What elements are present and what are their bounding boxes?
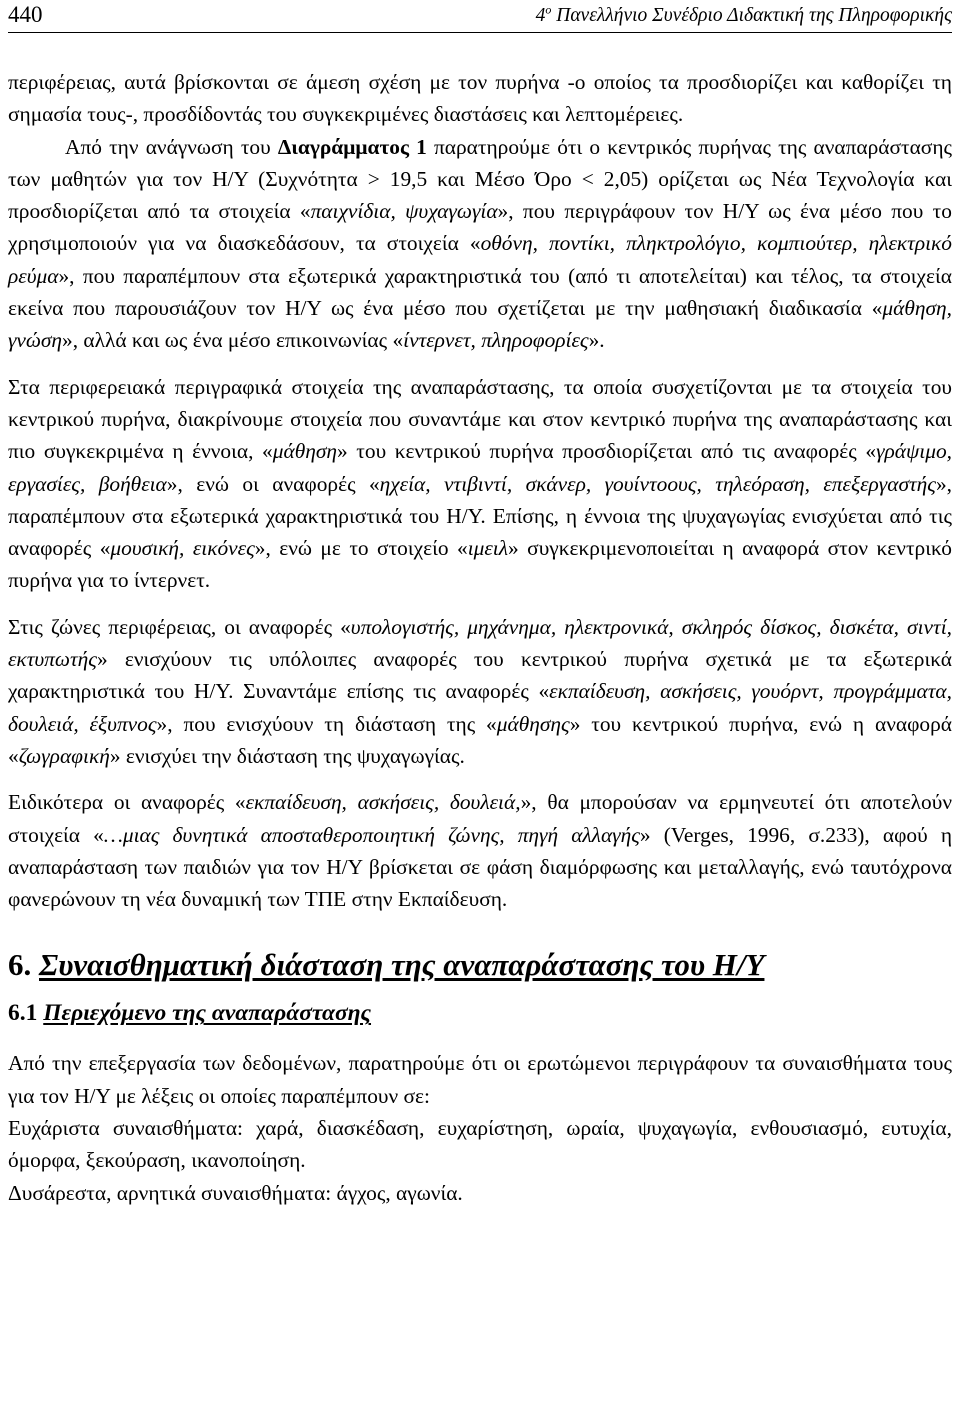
p3-italic-j: ιμειλ (467, 536, 509, 561)
page-body (8, 66, 952, 1209)
running-title-number: 4 (535, 5, 546, 26)
p2-text-g: », που παραπέμπουν στα εξωτερικά χαρακτηριστικά του (από τι αποτελείται) και τέλος, τα στοιχεία εκείνα που παρουσιάζουν τον Η/Υ ως ένα μέσο που σχετίζεται με την μαθησιακή διαδικασία « (8, 263, 952, 321)
p3-text-a: Στα περιφερειακά περιγραφικά στοιχεία της αναπαράστασης, τα οποία συσχετίζονται με τα στοιχεία του κεντρικού πυρήνα, διακρίνουμε στοιχεία που συναντάμε και στον κεντρικό πυρήνα της αναπαράστασης και πιο συγκεκριμένα η έννοια, « (8, 374, 952, 464)
p4-text-a: Στις ζώνες περιφέρειας, οι αναφορές « (8, 614, 351, 639)
p2-text-k: ». (588, 328, 605, 353)
p2-italic-d: παιχνίδια, ψυχαγωγία (310, 199, 498, 224)
running-title-text: Πανελλήνιο Συνέδριο Διδακτική της Πληροφορικής (551, 5, 952, 26)
p4-text-c: » ενισχύουν τις υπόλοιπες αναφορές του κεντρικού πυρήνα σχετικά με τα εξωτερικά χαρακτηριστικά του Η/Υ. Συναντάμε επίσης τις αναφορές « (8, 647, 952, 704)
p5-italic-d: …μιας δυνητικά αποσταθεροποιητική ζώνης, πηγή αλλαγής (103, 822, 640, 847)
running-title (535, 2, 952, 27)
p4-text-g: » του κεντρικού πυρήνα, ενώ η αναφορά « (8, 711, 952, 768)
paragraph-unpleasant-emotions (8, 1177, 952, 1209)
p4-text-i: » ενισχύει την διάσταση της ψυχαγωγίας. (109, 743, 465, 768)
section-6-1-title: Περιεχόμενο της αναπαράστασης (43, 1000, 372, 1027)
paragraph-diagram-analysis (8, 131, 952, 357)
p2-italic-f: οθόνη, ποντίκι, πληκτρολόγιο, κομπιούτερ, ηλεκτρικό ρεύμα (8, 231, 952, 288)
p3-italic-h: μουσική, εικόνες (110, 536, 255, 561)
section-heading-6 (8, 939, 952, 991)
p2-text-i: », αλλά και ως ένα μέσο επικοινωνίας « (62, 328, 404, 353)
p4-italic-f: μάθησης (496, 711, 570, 736)
paragraph-continuation (8, 66, 952, 131)
p1-text: περιφέρειας, αυτά βρίσκονται σε άμεση σχέση με τον πυρήνα -ο οποίος τα προσδιορίζει και καθορίζει τη σημασία τους-, προσδίδοντάς του συγκεκριμένες διαστάσεις και λεπτομέρειες. (8, 70, 952, 127)
p3-italic-d: γράψιμο, εργασίες, βοήθεια (8, 439, 952, 496)
p3-text-k: » συγκεκριμενοποιείται η αναφορά στον κεντρικό πυρήνα για το ίντερνετ. (8, 536, 952, 593)
p3-text-i: », ενώ με το στοιχείο « (254, 536, 468, 561)
p4-text-e: », που ενισχύουν τη διάσταση της « (156, 711, 497, 736)
page-header (8, 0, 952, 33)
p3-italic-b: μάθηση (272, 439, 337, 464)
paragraph-specifically (8, 786, 952, 915)
section-6-number: 6. (8, 947, 39, 983)
p2-italic-h: μάθηση, γνώση (8, 296, 952, 353)
page-number: 440 (8, 2, 43, 27)
p3-text-g: », παραπέμπουν στα εξωτερικά χαρακτηριστικά του Η/Υ. Επίσης, η έννοια της ψυχαγωγίας ενισχύεται από τις αναφορές « (8, 471, 952, 561)
running-title-ordinal: o (545, 2, 552, 17)
p2-text-c: παρατηρούμε ότι ο κεντρικός πυρήνας της αναπαράστασης των μαθητών για τον Η/Υ (Συχνότητα > 19,5 και Μέσο Όρο < 2,05) ορίζεται ως Νέα Τεχνολογία και προσδιορίζεται από τα στοιχεία « (8, 134, 952, 224)
section-6-1-number: 6.1 (8, 1000, 44, 1027)
p3-italic-f: ηχεία, ντιβιντί, σκάνερ, γουίντοους, τηλεόραση, επεξεργαστής (379, 471, 936, 496)
paragraph-data-processing (8, 1047, 952, 1112)
p3-text-e: », ενώ οι αναφορές « (166, 471, 380, 496)
paragraph-peripheral (8, 371, 952, 597)
paragraph-pleasant-emotions (8, 1112, 952, 1177)
diagram-reference: Διαγράμματος 1 (277, 134, 427, 159)
p5-text-a: Ειδικότερα οι αναφορές « (8, 790, 246, 815)
p6-text-c: Δυσάρεστα, αρνητικά συναισθήματα: άγχος, αγωνία. (8, 1180, 463, 1205)
p6-text-a: Από την επεξεργασία των δεδομένων, παρατηρούμε ότι οι ερωτώμενοι περιγράφουν τα συναισθήματα τους για τον Η/Υ με λέξεις οι οποίες παραπέμπουν σε: (8, 1051, 952, 1108)
p2-text-a: Από την ανάγνωση του (65, 134, 278, 159)
p2-italic-j: ίντερνετ, πληροφορίες (403, 328, 589, 353)
p6-text-b: Ευχάριστα συναισθήματα: χαρά, διασκέδαση, ευχαρίστηση, ωραία, ψυχαγωγία, ενθουσιασμό, ευτυχία, όμορφα, ξεκούραση, ικανοποίηση. (8, 1116, 952, 1173)
p4-italic-h: ζωγραφική (18, 743, 110, 768)
p4-italic-d: εκπαίδευση, ασκήσεις, γουόρντ, προγράμματα, δουλειά, έξυπνος (8, 679, 952, 736)
p5-text-c: », θα μπορούσαν να ερμηνευτεί ότι αποτελούν στοιχεία « (8, 790, 953, 847)
p4-italic-b: υπολογιστής, μηχάνημα, ηλεκτρονικά, σκληρός δίσκος, δισκέτα, σιντί, εκτυπωτής (8, 614, 952, 672)
p3-text-c: » του κεντρικού πυρήνα προσδιορίζεται από τις αναφορές « (336, 439, 877, 464)
paragraph-peripheral-zones (8, 611, 952, 772)
p5-text-e: » (Verges, 1996, σ.233), αφού η αναπαράσταση των παιδιών για τον Η/Υ βρίσκεται σε φάση διαμόρφωσης και μεταλλαγής, ενώ ταυτόχρονα φανερώνουν τη νέα δυναμική των ΤΠΕ στην Εκπαίδευση. (8, 822, 952, 912)
section-6-title: Συναισθηματική διάσταση της αναπαράστασης του Η/Υ (39, 947, 765, 983)
p5-italic-b: εκπαίδευση, ασκήσεις, δουλειά, (245, 790, 521, 815)
subsection-heading-6-1 (8, 993, 952, 1033)
p2-text-e: », που περιγράφουν τον Η/Υ ως ένα μέσο που το χρησιμοποιούν για να διασκεδάσουν, τα στοιχεία « (8, 199, 952, 256)
